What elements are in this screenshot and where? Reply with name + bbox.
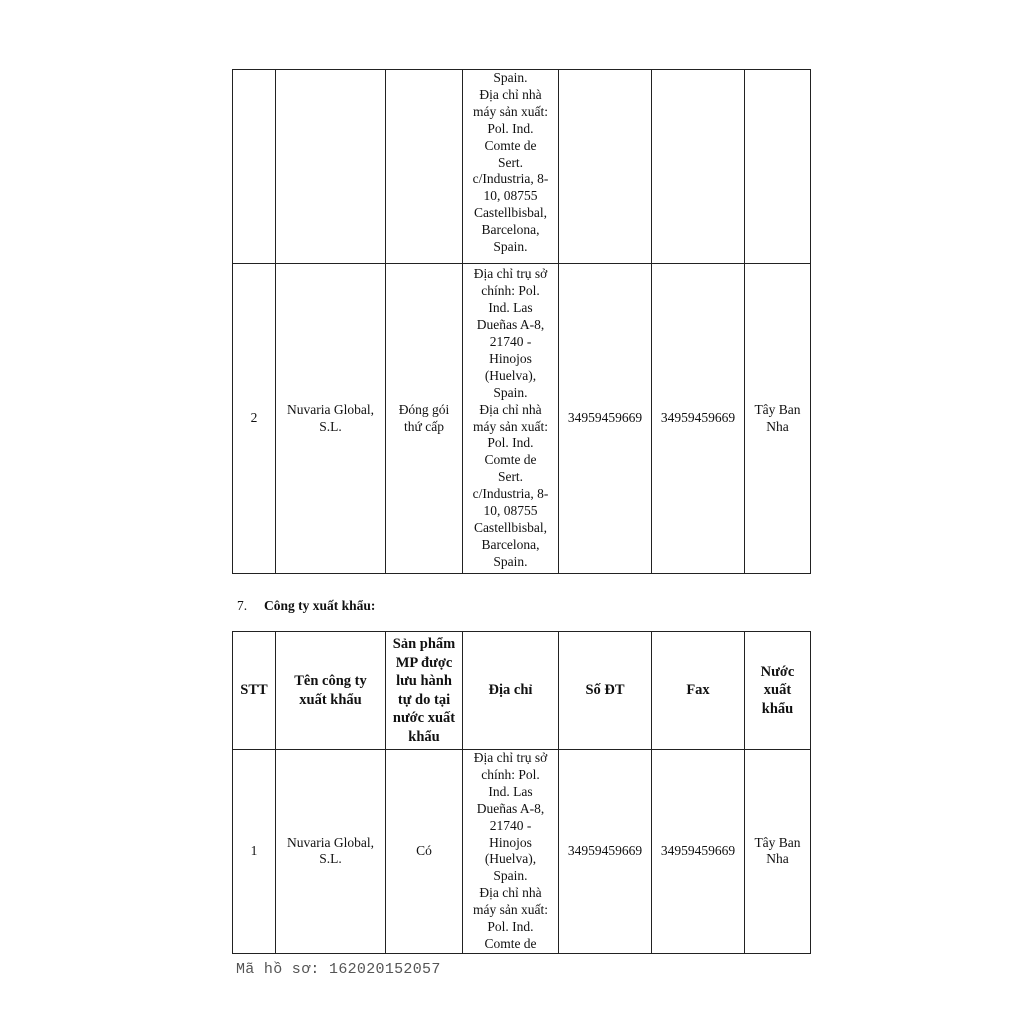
header-phone: Số ĐT [559, 632, 652, 750]
stt-cell [233, 70, 276, 264]
address-line: máy sản xuất: [473, 418, 548, 434]
address-line: Sert. [497, 154, 524, 170]
address-line: chính: Pol. [481, 283, 540, 299]
address-line: Ind. Las [488, 300, 533, 316]
address-line: Hinojos [489, 834, 532, 850]
address-line: máy sản xuất: [473, 902, 548, 918]
section-number: 7. [237, 598, 248, 613]
address-line: Spain. [493, 239, 528, 255]
address-line: Dueñas A-8, [476, 800, 545, 816]
address-line: 10, 08755 [483, 503, 538, 519]
company-cell: Nuvaria Global, S.L. [276, 750, 386, 954]
address-cell [463, 264, 559, 574]
address-line: Castellbisbal, [473, 205, 548, 221]
address-line: 10, 08755 [483, 188, 538, 204]
manufacturer-table [232, 69, 811, 574]
fax-cell [652, 70, 745, 264]
free-sale-cell: Có [386, 750, 463, 954]
exporter-table [232, 631, 811, 954]
stt-cell: 1 [233, 750, 276, 954]
address-line: Hinojos [489, 350, 532, 366]
header-fax: Fax [652, 632, 745, 750]
address-line: c/Industria, 8- [472, 486, 549, 502]
address-line: máy sản xuất: [473, 103, 548, 119]
address-line: Địa chỉ nhà [479, 401, 542, 417]
address-line: Castellbisbal, [473, 519, 548, 535]
role-cell [386, 70, 463, 264]
company-cell: Nuvaria Global, S.L. [276, 264, 386, 574]
stt-cell: 2 [233, 264, 276, 574]
table-row [233, 70, 811, 264]
address-line: (Huelva), [484, 851, 537, 867]
phone-cell [559, 70, 652, 264]
company-cell [276, 70, 386, 264]
address-line: Spain. [493, 868, 528, 884]
header-country: Nước xuất khẩu [745, 632, 811, 750]
address-line: Sert. [497, 469, 524, 485]
country-cell: Tây Ban Nha [745, 750, 811, 954]
address-line: Dueñas A-8, [476, 317, 545, 333]
header-company: Tên công ty xuất khẩu [276, 632, 386, 750]
address-line: Địa chỉ nhà [479, 86, 542, 102]
role-cell: Đóng gói thứ cấp [386, 264, 463, 574]
address-line: Barcelona, [481, 536, 540, 552]
header-free-sale: Sản phẩm MP được lưu hành tự do tại nước xuất khẩu [386, 632, 463, 750]
fax-cell: 34959459669 [652, 750, 745, 954]
table-row [233, 750, 811, 954]
phone-cell: 34959459669 [559, 750, 652, 954]
address-line: Pol. Ind. [487, 120, 534, 136]
address-line: Địa chỉ nhà [479, 885, 542, 901]
address-line: Comte de [484, 935, 537, 951]
address-line: Spain. [493, 384, 528, 400]
dossier-code: Mã hồ sơ: 162020152057 [236, 961, 441, 978]
address-line: Spain. [493, 70, 528, 85]
address-cell [463, 70, 559, 264]
address-line: c/Industria, 8- [472, 171, 549, 187]
address-line: Spain. [493, 553, 528, 569]
section-heading [237, 597, 375, 615]
address-line: Pol. Ind. [487, 435, 534, 451]
address-line: Ind. Las [488, 783, 533, 799]
address-line: Địa chỉ trụ sở [473, 266, 548, 282]
phone-cell: 34959459669 [559, 264, 652, 574]
country-cell [745, 70, 811, 264]
address-line: chính: Pol. [481, 766, 540, 782]
table-header-row [233, 632, 811, 750]
header-stt: STT [233, 632, 276, 750]
address-line: Barcelona, [481, 222, 540, 238]
address-line: Pol. Ind. [487, 919, 534, 935]
fax-cell: 34959459669 [652, 264, 745, 574]
address-line: Comte de [484, 452, 537, 468]
country-cell: Tây Ban Nha [745, 264, 811, 574]
address-line: 21740 - [489, 817, 532, 833]
address-line: 21740 - [489, 333, 532, 349]
address-line: (Huelva), [484, 367, 537, 383]
table-row [233, 264, 811, 574]
address-line: Comte de [484, 137, 537, 153]
address-cell [463, 750, 559, 954]
section-title: Công ty xuất khẩu: [264, 598, 376, 613]
header-address: Địa chỉ [463, 632, 559, 750]
address-line: Địa chỉ trụ sở [473, 750, 548, 765]
